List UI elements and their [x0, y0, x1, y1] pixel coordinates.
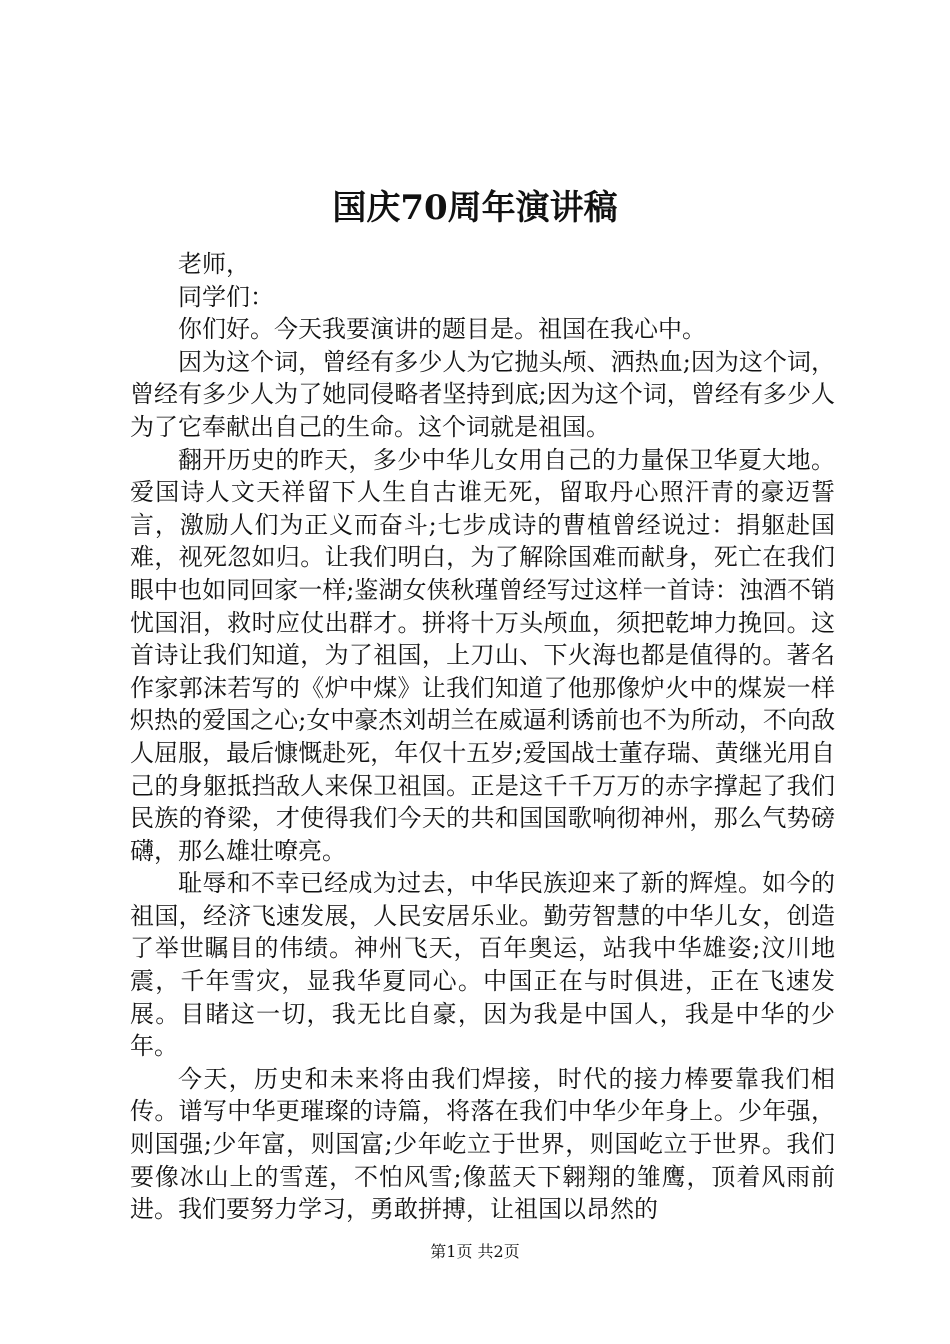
paragraph-history: 翻开历史的昨天，多少中华儿女用自己的力量保卫华夏大地。爱国诗人文天祥留下人生自古谁无死，留取丹心照汗青的豪迈誓言，激励人们为正义而奋斗;七步成诗的曹植曾经说过：捐躯赴国难，视死忽如归。让我们明白，为了解除国难而献身，死亡在我们眼中也如同回家一样;鉴湖女侠秋瑾曾经写过这样一首诗：浊酒不销忧国泪，救时应仗出群才。拼将十万头颅血，须把乾坤力挽回。这首诗让我们知道，为了祖国，上刀山、下火海也都是值得的。著名作家郭沫若写的《炉中煤》让我们知道了他那像炉火中的煤炭一样炽热的爱国之心;女中豪杰刘胡兰在威逼利诱前也不为所动，不向敌人屈服，最后慷慨赴死，年仅十五岁;爱国战士董存瑞、黄继光用自己的身躯抵挡敌人来保卫祖国。正是这千千万万的赤字撑起了我们民族的脊梁，才使得我们今天的共和国国歌响彻神州，那么气势磅礴，那么雄壮嘹亮。 — [130, 445, 835, 865]
page-number-footer: 第1页 共2页 — [430, 1242, 520, 1261]
paragraph-salutation-students: 同学们： — [178, 282, 274, 311]
paragraph-present: 耻辱和不幸已经成为过去，中华民族迎来了新的辉煌。如今的祖国，经济飞速发展，人民安居乐业。勤劳智慧的中华儿女，创造了举世瞩目的伟绩。神州飞天，百年奥运，站我中华雄姿;汶川地震，千年雪灾，显我华夏同心。中国正在与时俱进，正在飞速发展。目睹这一切，我无比自豪，因为我是中国人，我是中华的少年。 — [130, 869, 835, 1061]
paragraph-greeting: 你们好。今天我要演讲的题目是。祖国在我心中。 — [178, 315, 706, 344]
paragraph-motherland-word: 因为这个词，曾经有多少人为它抛头颅、洒热血;因为这个词，曾经有多少人为了她同侵略者坚持到底;因为这个词，曾经有多少人为了它奉献出自己的生命。这个词就是祖国。 — [130, 347, 835, 441]
document-title: 国庆70周年演讲稿 — [332, 188, 618, 228]
paragraph-future: 今天，历史和未来将由我们焊接，时代的接力棒要靠我们相传。谱写中华更璀璨的诗篇，将落在我们中华少年身上。少年强，则国强;少年富，则国富;少年屹立于世界，则国屹立于世界。我们要像冰山上的雪莲，不怕风雪;像蓝天下翱翔的雏鹰，顶着风雨前进。我们要努力学习，勇敢拼搏，让祖国以昂然的 — [130, 1064, 835, 1224]
paragraph-salutation-teacher: 老师， — [178, 250, 250, 278]
document-body — [130, 248, 835, 1226]
